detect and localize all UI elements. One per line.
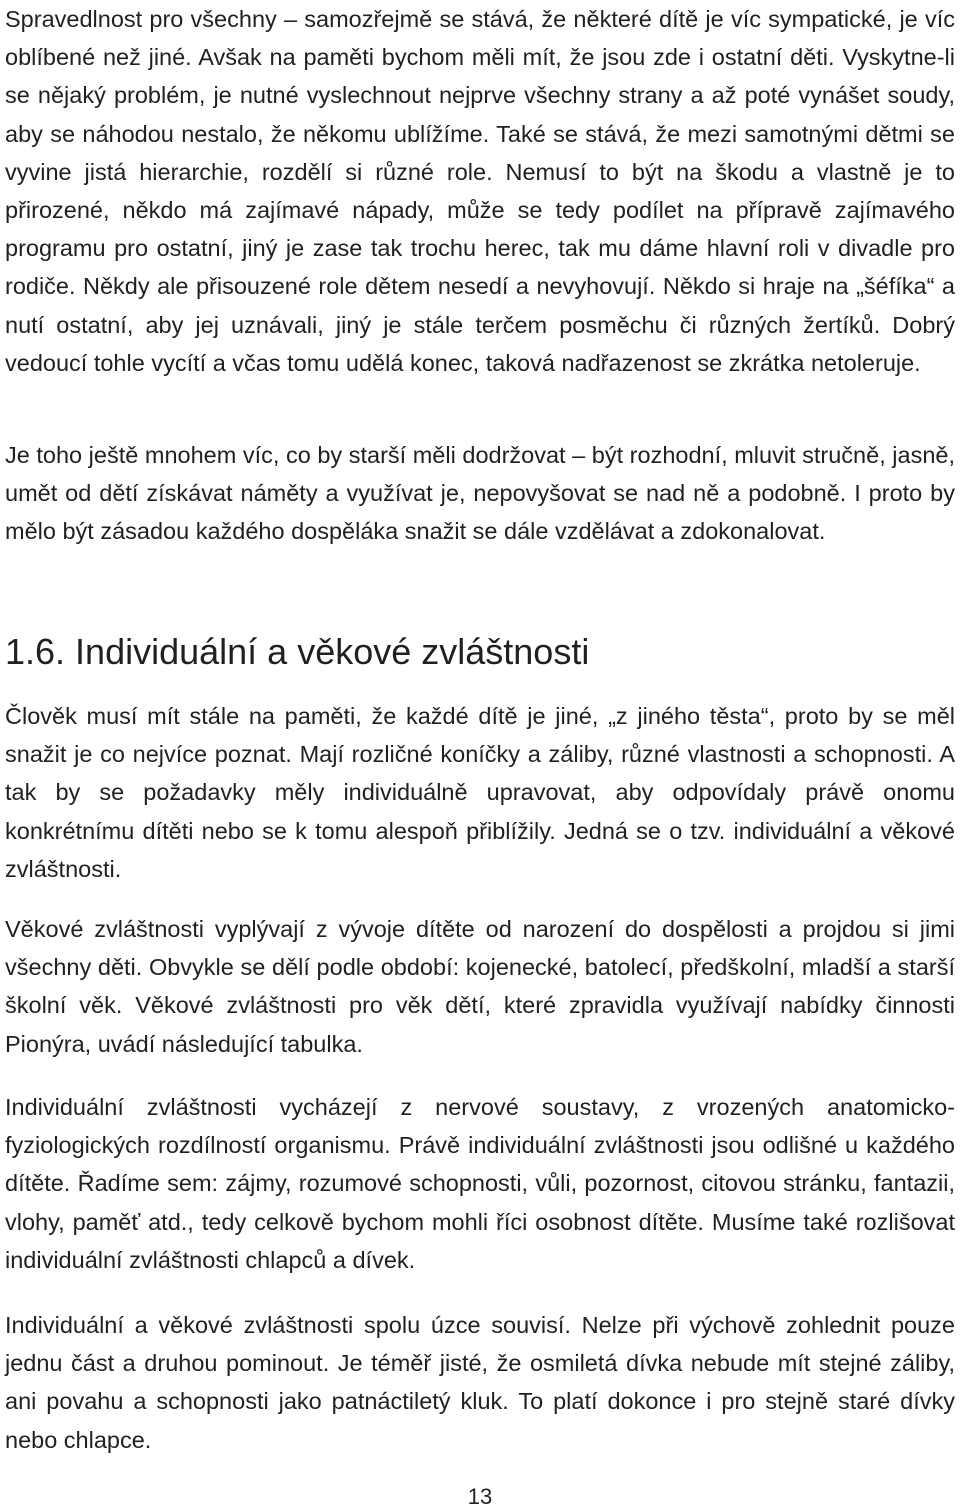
page-number: 13 [467,1484,493,1509]
paragraph-individual-differences: Individuální zvláštnosti vycházejí z nervové soustavy, z vrozených anatomicko-fyziologických rozdílností organismu. Právě individuální zvláštnosti jsou odlišné u každého dítěte. Řadíme sem: zájmy, rozumové schopnosti, vůli, pozornost, citovou stránku, fantazii, vlohy, paměť atd., tedy celkově bychom mohli říci osobnost dítěte. Musíme také rozlišovat individuální zvláštnosti chlapců a dívek. [5,1094,955,1273]
paragraph-related-differences: Individuální a věkové zvláštnosti spolu úzce souvisí. Nelze při výchově zohlednit pouze jednu část a druhou pominout. Je téměř jisté, že osmiletá dívka nebude mít stejné záliby, ani povahu a schopnosti jako patnáctiletý kluk. To platí dokonce i pro stejně staré dívky nebo chlapce. [5,1312,955,1453]
section-heading: 1.6. Individuální a věkové zvláštnosti [5,631,590,672]
paragraph-individuality: Člověk musí mít stále na paměti, že každé dítě je jiné, „z jiného těsta“, proto by se měl snažit je co nejvíce poznat. Mají rozličné koníčky a záliby, různé vlastnosti a schopnosti. A tak by se požadavky měly individuálně upravovat, aby odpovídaly právě onomu konkrétnímu dítěti nebo se k tomu alespoň přiblížily. Jedná se o tzv. individuální a věkové zvláštnosti. [5,703,955,882]
paragraph-fairness: Spravedlnost pro všechny – samozřejmě se stává, že některé dítě je víc sympatické, je víc oblíbené než jiné. Avšak na paměti bychom měli mít, že jsou zde i ostatní děti. Vyskytne-li se nějaký problém, je nutné vyslechnout nejprve všechny strany a až poté vynášet soudy, aby se náhodou nestalo, že někomu ublížíme. Také se stává, že mezi samotnými dětmi se vyvine jistá hierarchie, rozdělí si různé role. Nemusí to být na škodu a vlastně je to přirozené, někdo má zajímavé nápady, může se tedy podílet na přípravě zajímavého programu pro ostatní, jiný je zase tak trochu herec, tak mu dáme hlavní roli v divadle pro rodiče. Někdy ale přisouzené role dětem nesedí a nevyhovují. Někdo si hraje na „šéfíka“ a nutí ostatní, aby jej uznávali, jiný je stále terčem posměchu či různých žertíků. Dobrý vedoucí tohle vycítí a včas tomu udělá konec, taková nadřazenost se zkrátka netoleruje. [5,6,955,376]
paragraph-guidelines: Je toho ještě mnohem víc, co by starší měli dodržovat – být rozhodní, mluvit stručně, jasně, umět od dětí získávat náměty a využívat je, nepovyšovat se nad ně a podobně. I proto by mělo být zásadou každého dospěláka snažit se dále vzdělávat a zdokonalovat. [5,442,955,545]
paragraph-age-differences: Věkové zvláštnosti vyplývají z vývoje dítěte od narození do dospělosti a projdou si jimi všechny děti. Obvykle se dělí podle období: kojenecké, batolecí, předškolní, mladší a starší školní věk. Věkové zvláštnosti pro věk dětí, které zpravidla využívají nabídky činnosti Pionýra, uvádí následující tabulka. [5,916,955,1057]
